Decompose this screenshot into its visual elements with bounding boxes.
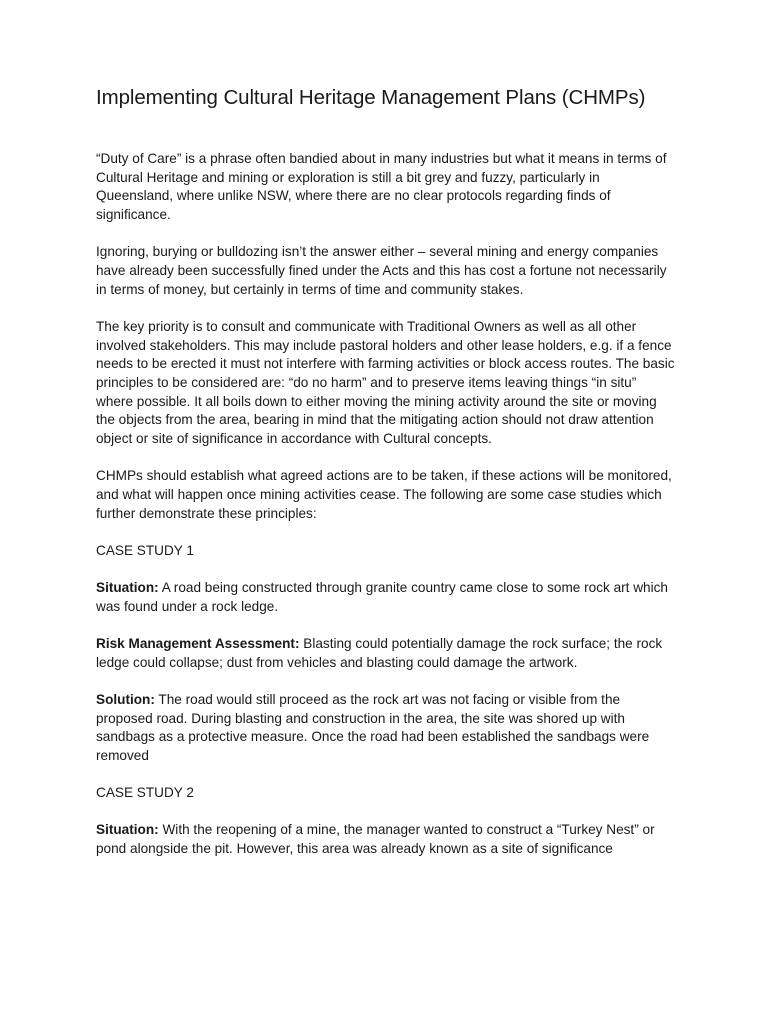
solution-label: Solution: — [96, 691, 155, 707]
case-study-1-heading: CASE STUDY 1 — [96, 542, 194, 558]
paragraph-key-priority: The key priority is to consult and communicate with Traditional Owners as well as all other involved stakeholders. This may include pastoral holders and other lease holders, e.g. if a fence needs to be erected it must not interfere with farming activities or block access routes. The basic principles to be considered are: “do no harm” and to preserve items leaving things “in situ” where possible. It all boils down to either moving the mining activity around the site or moving the objects from the area, bearing in mind that the mitigating action should not draw attention object or site of significance in accordance with Cultural concepts. — [96, 318, 675, 447]
case-study-2-situation — [96, 821, 676, 858]
risk-text: Blasting could potentially damage the rock surface; the rock ledge could collapse; dust from vehicles and blasting could damage the artwork. — [96, 636, 663, 670]
case-study-1-situation — [96, 579, 676, 616]
situation-text: A road being constructed through granite country came close to some rock art which was found under a rock ledge. — [96, 580, 668, 614]
solution-text: The road would still proceed as the rock art was not facing or visible from the proposed road. During blasting and construction in the area, the site was shored up with sandbags as a protective measure. Once the road had been established the sandbags were removed — [96, 691, 650, 764]
situation-text: With the reopening of a mine, the manager wanted to construct a “Turkey Nest” or pond alongside the pit. However, this area was already known as a site of significance — [96, 822, 655, 857]
document-title: Implementing Cultural Heritage Management Plans (CHMPs) — [96, 86, 646, 109]
situation-label: Situation: — [96, 822, 159, 838]
paragraph-duty-of-care: “Duty of Care” is a phrase often bandied about in many industries but what it means in terms of Cultural Heritage and mining or exploration is still a bit grey and fuzzy, particularly in Queensland, where unlike NSW, where there are no clear protocols regarding finds of significance. — [96, 151, 667, 223]
case-study-2-heading: CASE STUDY 2 — [96, 785, 194, 801]
situation-label: Situation: — [96, 580, 159, 596]
paragraph-ignoring: Ignoring, burying or bulldozing isn’t the answer either – several mining and energy companies have already been successfully fined under the Acts and this has cost a fortune not necessarily in terms of money, but certainly in terms of time and community stakes. — [96, 244, 667, 297]
paragraph-chmps: CHMPs should establish what agreed actions are to be taken, if these actions will be monitored, and what will happen once mining activities cease. The following are some case studies which further demonstrate these principles: — [96, 468, 672, 521]
document-page — [96, 84, 676, 877]
risk-label: Risk Management Assessment: — [96, 636, 300, 652]
case-study-1-risk — [96, 635, 676, 672]
case-study-1-solution — [96, 691, 676, 766]
